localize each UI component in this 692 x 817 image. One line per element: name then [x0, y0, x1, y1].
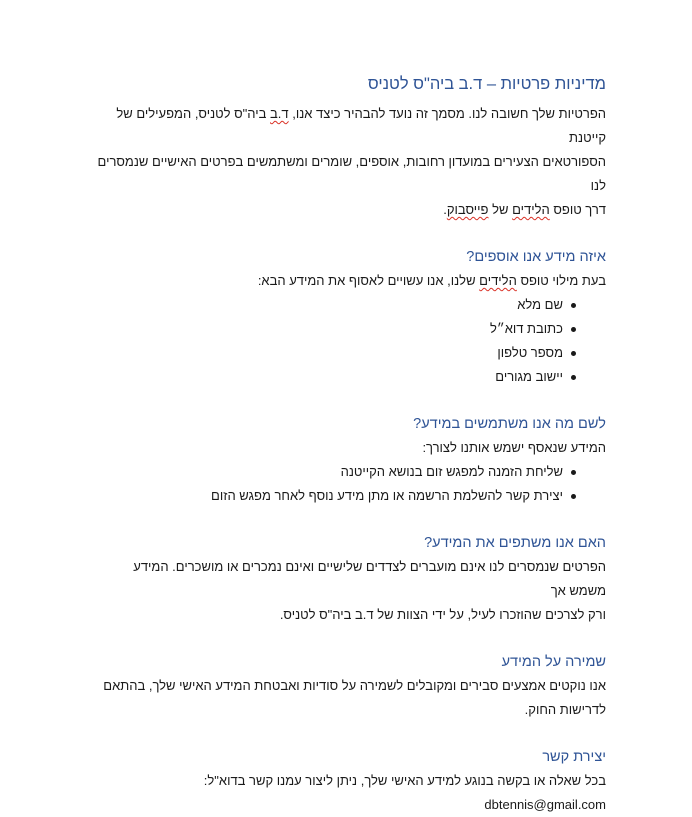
contact-paragraph: [97, 769, 606, 817]
contact-text: בכל שאלה או בקשה בנוגע למידע האישי שלך, ניתן ליצור עמנו קשר בדוא"ל:: [203, 773, 606, 788]
list-item: [97, 460, 606, 484]
collect-spell-mark-leads: הלידים: [479, 273, 517, 288]
list-item: [97, 341, 606, 365]
list-item-text: מספר טלפון: [497, 345, 563, 360]
bullet-icon: [571, 494, 576, 499]
share-line1: הפרטים שנמסרים לנו אינם מועברים לצדדים שלישיים ואינם נמכרים או מושכרים. המידע משמש אך: [133, 559, 606, 598]
list-item-text: שליחת הזמנה למפגש זום בנושא הקייטנה: [340, 464, 563, 479]
use-list: [97, 460, 606, 508]
collect-list: [97, 293, 606, 389]
intro-spell-mark-facebook: פייסבוק: [446, 202, 489, 217]
page-title: מדיניות פרטיות – ד.ב ביה"ס לטניס: [367, 75, 606, 93]
bullet-icon: [571, 375, 576, 380]
protect-line1: אנו נוקטים אמצעים סבירים ומקובלים לשמירה על סודיות ואבטחת המידע האישי שלך, בהתאם: [103, 678, 606, 693]
contact-email: dbtennis@gmail.com: [484, 797, 606, 812]
list-item-text: יצירת קשר להשלמת הרשמה או מתן מידע נוסף לאחר מפגש הזום: [211, 488, 563, 503]
list-item-text: שם מלא: [517, 297, 563, 312]
intro-line1: [116, 106, 606, 145]
section-heading-protect: שמירה על המידע: [501, 654, 606, 670]
list-item: [97, 484, 606, 508]
list-item: [97, 317, 606, 341]
list-item: [97, 365, 606, 389]
collect-lead: [97, 269, 606, 293]
intro-line1-part-b: ביה"ס לטניס, המפעילים של קייטנת: [116, 106, 606, 145]
share-paragraph: [97, 555, 606, 627]
collect-lead-part-a: בעת מילוי טופס: [516, 273, 606, 288]
spacer: [97, 222, 606, 245]
section-heading-contact: יצירת קשר: [542, 749, 606, 765]
intro-line3-part-b: של: [488, 202, 513, 217]
document-page: [97, 66, 606, 817]
collect-lead-part-b: שלנו, אנו עשויים לאסוף את המידע הבא:: [257, 273, 480, 288]
intro-line2: הספורטאים הצעירים במועדון רחובות, אוספים, שומרים ומשתמשים בפרטים האישיים שנמסרים לנו: [97, 154, 606, 193]
protect-line2: לדרישות החוק.: [524, 702, 606, 717]
list-item: [97, 293, 606, 317]
section-heading-use: לשם מה אנו משתמשים במידע?: [413, 416, 606, 432]
protect-paragraph: [97, 674, 606, 722]
share-line2: ורק לצרכים שהוזכרו לעיל, על ידי הצוות של ד.ב ביה"ס לטניס.: [279, 607, 606, 622]
intro-line1-part-a: הפרטיות שלך חשובה לנו. מסמך זה נועד להבהיר כיצד אנו,: [288, 106, 606, 121]
intro-line3: [443, 202, 606, 217]
list-item-text: כתובת דוא״ל: [489, 321, 563, 336]
section-heading-collect: איזה מידע אנו אוספים?: [466, 249, 606, 265]
intro-spell-mark-leads: הלידים: [512, 202, 550, 217]
intro-spell-mark-db: ד.ב: [270, 106, 289, 121]
bullet-icon: [571, 327, 576, 332]
intro-line3-part-c: .: [443, 202, 447, 217]
list-item-text: יישוב מגורים: [495, 369, 563, 384]
spacer: [97, 508, 606, 531]
intro-line3-part-a: דרך טופס: [549, 202, 606, 217]
bullet-icon: [571, 303, 576, 308]
spacer: [97, 627, 606, 650]
intro-paragraph: [97, 102, 606, 222]
use-lead: המידע שנאסף ישמש אותנו לצורך:: [422, 440, 606, 455]
bullet-icon: [571, 351, 576, 356]
spacer: [97, 389, 606, 412]
bullet-icon: [571, 470, 576, 475]
section-heading-share: האם אנו משתפים את המידע?: [424, 535, 606, 551]
